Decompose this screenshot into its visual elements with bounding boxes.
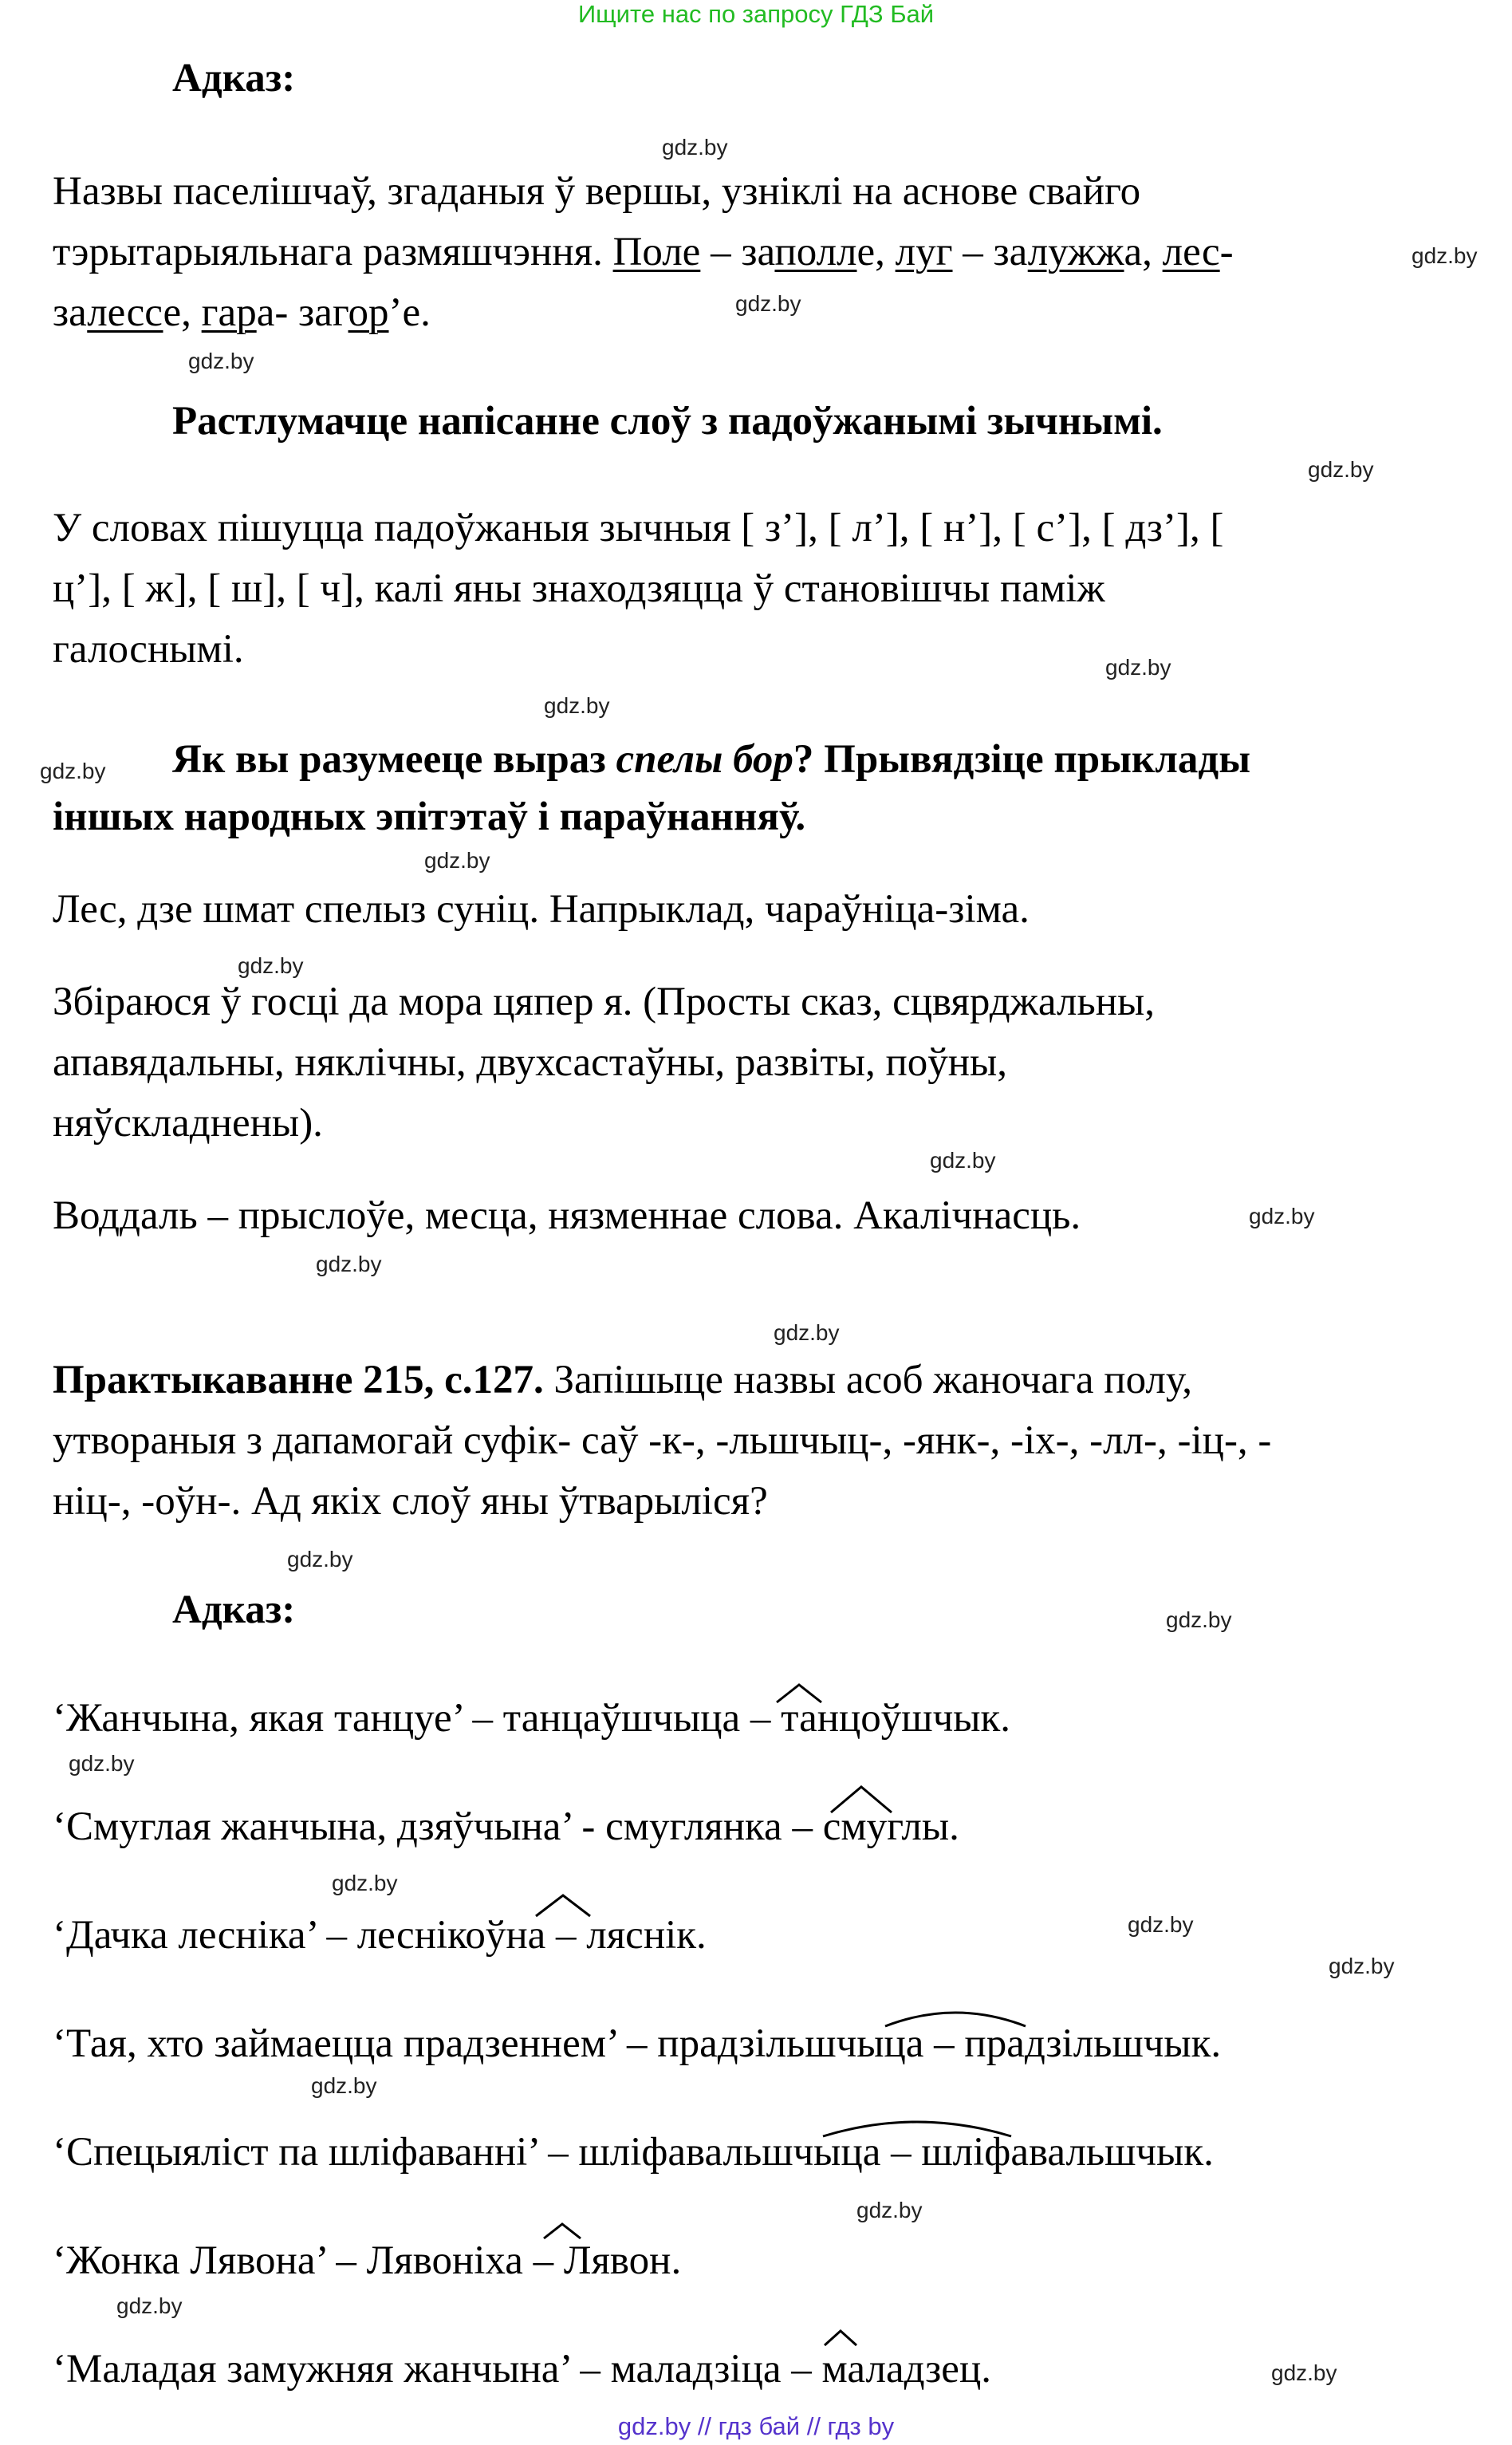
watermark: gdz.by: [930, 1148, 996, 1173]
watermark: gdz.by: [332, 1871, 398, 1895]
watermark: gdz.by: [238, 953, 304, 978]
section3-question-line2: іншых народных эпітэтаў і параўнанняў.: [53, 795, 806, 839]
answer-item: ‘Маладая замужняя жанчына’ – маладзіца – маладзец.: [53, 2347, 991, 2392]
underlined-word: лужж: [1027, 230, 1124, 274]
answer-item: ‘Спецыяліст па шліфаванні’ – шліфавальшчыца – шліфавальшчык.: [53, 2130, 1214, 2175]
watermark: gdz.by: [1412, 243, 1478, 268]
answer-heading-1: Адказ:: [172, 56, 296, 101]
watermark: gdz.by: [316, 1252, 382, 1276]
section3-question-line1: Як вы разумееце выраз спелы бор? Прывядзіце прыклады: [172, 737, 1251, 782]
watermark: gdz.by: [1128, 1912, 1194, 1937]
watermark: gdz.by: [662, 135, 728, 160]
section3-line1: Лес, дзе шмат спелыз суніц. Напрыклад, чараўніца-зіма.: [53, 887, 1030, 932]
suffix-arc-mark: [884, 2005, 1027, 2029]
exercise-line1: Практыкаванне 215, с.127. Запішыце назвы асоб жаночага полу,: [53, 1358, 1192, 1402]
section1-line1: Назвы паселішчаў, згаданыя ў вершы, узніклі на аснове свайго: [53, 169, 1141, 214]
section1-line3: залессе, гара- загор’е.: [53, 290, 431, 335]
underlined-word: Поле: [612, 230, 701, 274]
exercise-line2: утвораныя з дапамогай суфік- саў -к-, -льшчыц-, -янк-, -іх-, -лл-, -іц-, -: [53, 1418, 1272, 1463]
watermark: gdz.by: [69, 1751, 135, 1776]
section2-line1: У словах пішуцца падоўжаныя зычныя [ з’], [ л’], [ н’], [ с’], [ дз’], [: [53, 506, 1224, 550]
answer-item: ‘Смуглая жанчына, дзяўчына’ - смуглянка – смуглы.: [53, 1804, 959, 1849]
watermark: gdz.by: [287, 1547, 353, 1572]
section3-line3: апавядальны, няклічны, двухсастаўны, развіты, поўны,: [53, 1040, 1008, 1085]
watermark: gdz.by: [116, 2293, 183, 2318]
section2-heading: Растлумачце напісанне слоў з падоўжанымі зычнымі.: [172, 399, 1163, 444]
suffix-arc-mark: [821, 2116, 1013, 2139]
watermark: gdz.by: [1329, 1954, 1395, 1978]
watermark: gdz.by: [1308, 457, 1374, 482]
answer-item: ‘Жанчына, якая танцуе’ – танцаўшчыца – танцоўшчык.: [53, 1696, 1011, 1741]
watermark: gdz.by: [544, 693, 610, 718]
suffix-arc-mark: [823, 2328, 858, 2348]
section2-line3: галоснымі.: [53, 627, 244, 672]
watermark: gdz.by: [856, 2198, 923, 2222]
answer-item: ‘Жонка Лявона’ – Лявоніха – Лявон.: [53, 2238, 682, 2283]
section3-line4: няўскладнены).: [53, 1101, 323, 1146]
suffix-arc-mark: [775, 1682, 823, 1706]
exercise-label: Практыкаванне 215, с.127.: [53, 1358, 544, 1402]
section3-line2: Збіраюся ў госці да мора цяпер я. (Просты сказ, сцвярджальны,: [53, 980, 1156, 1024]
watermark: gdz.by: [1166, 1607, 1232, 1632]
underlined-word: луг: [895, 230, 953, 274]
footer-links[interactable]: gdz.by // гдз бай // гдз by: [617, 2412, 895, 2440]
answer-item: ‘Дачка лесніка’ – леснікоўна – ляснік.: [53, 1913, 707, 1958]
section3-line5: Воддаль – прыслоўе, месца, нязменнае слова. Акалічнасць.: [53, 1193, 1081, 1238]
underlined-word: полл: [774, 230, 857, 274]
underlined-word: гар: [201, 290, 257, 335]
watermark: gdz.by: [774, 1320, 840, 1345]
watermark: gdz.by: [311, 2073, 377, 2098]
answer-heading-2: Адказ:: [172, 1587, 296, 1632]
answer-item: ‘Тая, хто займаецца прадзеннем’ – прадзільшчыца – прадзільшчык.: [53, 2021, 1222, 2066]
watermark: gdz.by: [188, 349, 254, 373]
suffix-arc-mark: [534, 1892, 592, 1919]
exercise-line3: ніц-, -оўн-. Ад якіх слоў яны ўтварыліся?: [53, 1479, 768, 1524]
section2-line2: ц’], [ ж], [ ш], [ ч], калі яны знаходзяцца ў становішчы паміж: [53, 566, 1105, 611]
underlined-word: ор: [348, 290, 389, 335]
watermark: gdz.by: [424, 848, 490, 873]
suffix-arc-mark: [829, 1784, 893, 1816]
suffix-arc-mark: [542, 2221, 582, 2242]
watermark: gdz.by: [1271, 2360, 1337, 2385]
underlined-word: лесс: [87, 290, 163, 335]
watermark: gdz.by: [1105, 655, 1171, 680]
top-banner-link[interactable]: Ищите нас по запросу ГДЗ Бай: [577, 0, 935, 28]
underlined-word: лес: [1162, 230, 1220, 274]
section1-line2: тэрытарыяльнага размяшчэння. Поле – заполле, луг – залужжа, лес-: [53, 230, 1234, 274]
watermark: gdz.by: [735, 291, 801, 316]
watermark: gdz.by: [1249, 1204, 1315, 1228]
watermark: gdz.by: [40, 759, 106, 783]
